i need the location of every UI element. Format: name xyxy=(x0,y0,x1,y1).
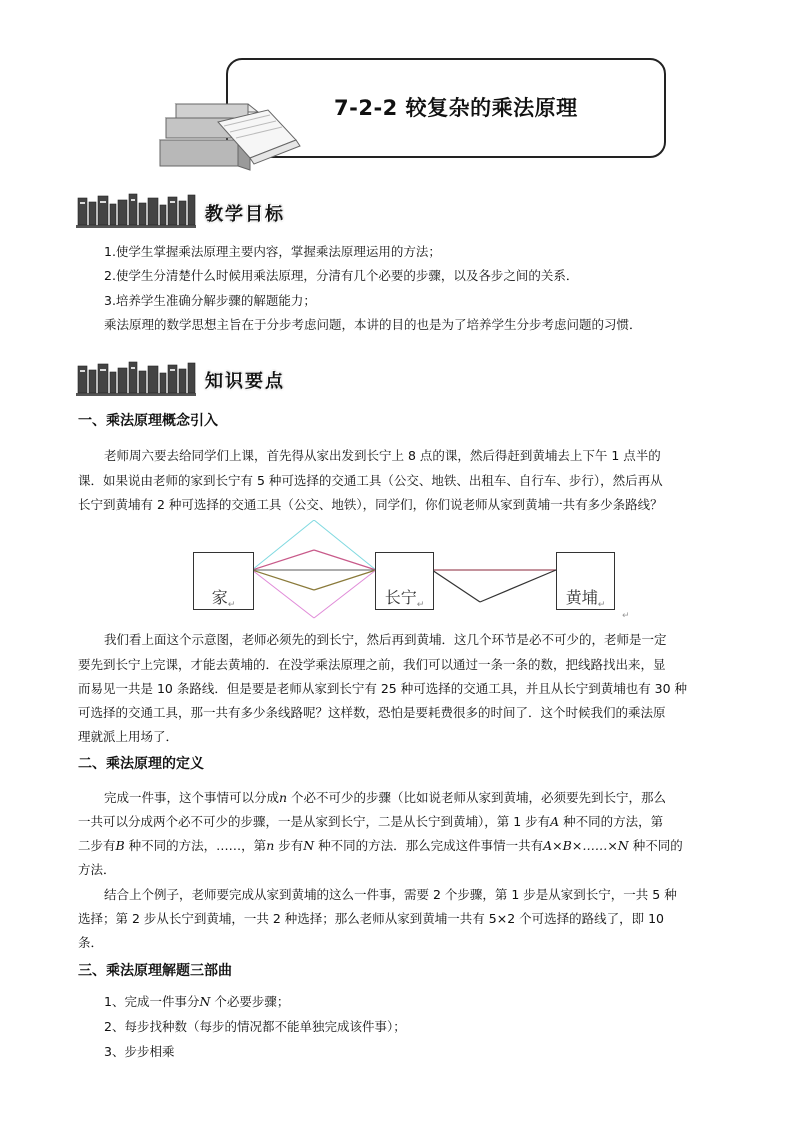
explain-para-line-1: 我们看上面这个示意图，老师必须先的到长宁，然后再到黄埔．这几个环节是必不可少的，老师是一定 xyxy=(104,632,667,647)
explain-para-line-5: 理就派上用场了． xyxy=(78,729,179,744)
section-title-key-points: 知识要点 xyxy=(205,371,285,392)
text: 步有 xyxy=(274,838,304,853)
variable-a: A xyxy=(550,814,560,829)
paragraph-mark: ↵ xyxy=(416,600,425,611)
product-formula: A×B×……×N xyxy=(543,838,629,853)
paragraph-mark: ↵ xyxy=(622,611,630,620)
explain-para-line-4: 可选择的交通工具，那一共有多少条线路呢？这样数，恐怕是要耗费很多的时间了．这个时候我们的乘法原 xyxy=(78,705,666,720)
variable-n: n xyxy=(266,838,275,853)
explain-para-line-2: 要先到长宁上完课，才能去黄埔的．在没学乘法原理之前，我们可以通过一条一条的数，把线路找出来，显 xyxy=(78,657,666,672)
node-label-home: 家 xyxy=(211,588,228,607)
diagram-node-home xyxy=(193,552,254,610)
variable-n-upper: N xyxy=(303,838,315,853)
diagram-node-huangpu xyxy=(556,552,615,610)
text: 二步有 xyxy=(78,838,116,853)
objective-line-4: 乘法原理的数学思想主旨在于分步考虑问题，本讲的目的也是为了培养学生分步考虑问题的习惯． xyxy=(104,317,642,332)
text: 种不同的 xyxy=(628,838,683,853)
paragraph-mark: ↵ xyxy=(227,600,236,611)
objective-line-3: 3.培养学生准确分解步骤的解题能力； xyxy=(104,293,316,308)
subsection-title-1: 一、乘法原理概念引入 xyxy=(78,413,218,429)
text: 个必不可少的步骤（比如说老师从家到黄埔，必须要先到长宁，那么 xyxy=(287,790,667,805)
objective-line-1: 1.使学生掌握乘法原理主要内容，掌握乘法原理运用的方法； xyxy=(104,244,441,259)
text: 1、完成一件事分 xyxy=(104,994,200,1009)
intro-para-line-2: 课．如果说由老师的家到长宁有 5 种可选择的交通工具（公交、地铁、出租车、自行车、步行），然后再从 xyxy=(78,473,663,488)
example-line-1: 结合上个例子，老师要完成从家到黄埔的这么一件事，需要 2 个步骤，第 1 步是从家到长宁，一共 5 种 xyxy=(104,887,677,902)
node-label-huangpu: 黄埔 xyxy=(565,588,598,607)
variable-n-upper: N xyxy=(199,994,211,1009)
objective-line-2: 2.使学生分清楚什么时候用乘法原理，分清有几个必要的步骤，以及各步之间的关系． xyxy=(104,268,579,283)
definition-line-3 xyxy=(78,834,683,859)
subsection-title-2: 二、乘法原理的定义 xyxy=(78,756,204,772)
intro-para-line-1: 老师周六要去给同学们上课，首先得从家出发到长宁上 8 点的课，然后得赶到黄埔去上下午 1 点半的 xyxy=(104,448,661,463)
diagram-node-changning xyxy=(375,552,434,610)
page-title: 7-2-2 较复杂的乘法原理 xyxy=(334,96,578,120)
example-line-3: 条． xyxy=(78,935,104,950)
variable-b: B xyxy=(115,838,125,853)
text: 种不同的方法，第 xyxy=(559,814,664,829)
section-header-decoration xyxy=(76,360,196,396)
definition-line-1 xyxy=(104,786,666,811)
text: 完成一件事，这个事情可以分成 xyxy=(104,790,280,805)
definition-line-2 xyxy=(78,810,663,835)
explain-para-line-3: 而易见一共是 10 条路线．但是要是老师从家到长宁有 25 种可选择的交通工具，并且从长宁到黄埔也有 30 种 xyxy=(78,681,688,696)
books-icon xyxy=(158,100,308,172)
section-title-objectives: 教学目标 xyxy=(205,204,285,225)
definition-line-4: 方法． xyxy=(78,862,116,877)
example-line-2: 选择；第 2 步从长宁到黄埔，一共 2 种选择；那么老师从家到黄埔一共有 5×2 个可选择的路线了，即 10 xyxy=(78,911,665,926)
text: 一共可以分成两个必不可少的步骤，一是从家到长宁，二是从长宁到黄埔），第 1 步有 xyxy=(78,814,551,829)
variable-n: n xyxy=(279,790,288,805)
step-item-1 xyxy=(104,990,289,1015)
node-label-changning: 长宁 xyxy=(384,588,417,607)
step-item-3: 3、步步相乘 xyxy=(104,1044,175,1059)
intro-para-line-3: 长宁到黄埔有 2 种可选择的交通工具（公交、地铁），同学们，你们说老师从家到黄埔一共有多少条路线？ xyxy=(78,497,663,512)
text: 种不同的方法，……，第 xyxy=(124,838,267,853)
text: 种不同的方法．那么完成这件事情一共有 xyxy=(314,838,544,853)
subsection-title-3: 三、乘法原理解题三部曲 xyxy=(78,963,232,979)
step-item-2: 2、每步找种数（每步的情况都不能单独完成该件事）； xyxy=(104,1019,406,1034)
section-header-decoration xyxy=(76,192,196,228)
paragraph-mark: ↵ xyxy=(597,600,606,611)
text: 个必要步骤； xyxy=(210,994,290,1009)
